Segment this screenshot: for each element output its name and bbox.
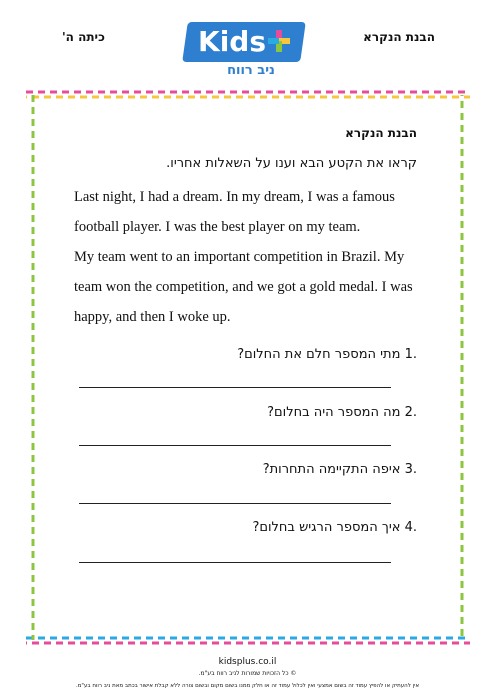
plus-icon	[268, 30, 290, 52]
question-1	[237, 347, 417, 362]
header-topic-label: הבנת הנקרא	[363, 30, 435, 44]
footer-website: kidsplus.co.il	[218, 657, 277, 667]
instruction-text: קראו את הקטע הבא וענו על השאלות אחריו.	[166, 156, 417, 171]
question-number: .1	[404, 347, 417, 362]
passage-paragraph: Last night, I had a dream. In my dream, I was a famous football player. I was the best player on my team.	[74, 189, 395, 235]
logo-text: Kids	[198, 25, 267, 58]
question-4	[252, 520, 417, 535]
question-number: .3	[404, 462, 417, 477]
footer-legal-notice: אין להעתיק או להפיץ עמוד זה בשום אמצעי ואין לכלול עמוד זה או חלק ממנו בשום מקום ובשום צורה ללא קבלת אישור בכתב מאת ניב רווח בע"מ.	[75, 683, 420, 689]
question-2	[267, 405, 417, 420]
grade-label: כיתה ה'	[62, 30, 105, 44]
answer-line-1[interactable]	[79, 387, 391, 388]
answer-line-2[interactable]	[79, 445, 391, 446]
footer-copyright: © כל הזכויות שמורות לניב רווח בע"מ.	[198, 670, 297, 677]
answer-line-3[interactable]	[79, 503, 391, 504]
passage-paragraph: My team went to an important competition in Brazil. My team won the competition, and we got a gold medal. I was happy, and then I woke up.	[74, 249, 413, 325]
question-text: מה המספר היה בחלום?	[267, 405, 401, 420]
answer-line-4[interactable]	[79, 562, 391, 563]
logo-subtitle: ניב רווח	[227, 63, 275, 78]
question-3	[263, 462, 417, 477]
question-number: .2	[404, 405, 417, 420]
reading-passage	[74, 182, 434, 332]
question-number: .4	[404, 520, 417, 535]
question-text: מתי המספר חלם את החלום?	[237, 347, 401, 362]
question-text: איך המספר הרגיש בחלום?	[252, 520, 401, 535]
question-text: איפה התקיימה התחרות?	[262, 462, 401, 477]
worksheet-title: הבנת הנקרא	[345, 126, 417, 140]
